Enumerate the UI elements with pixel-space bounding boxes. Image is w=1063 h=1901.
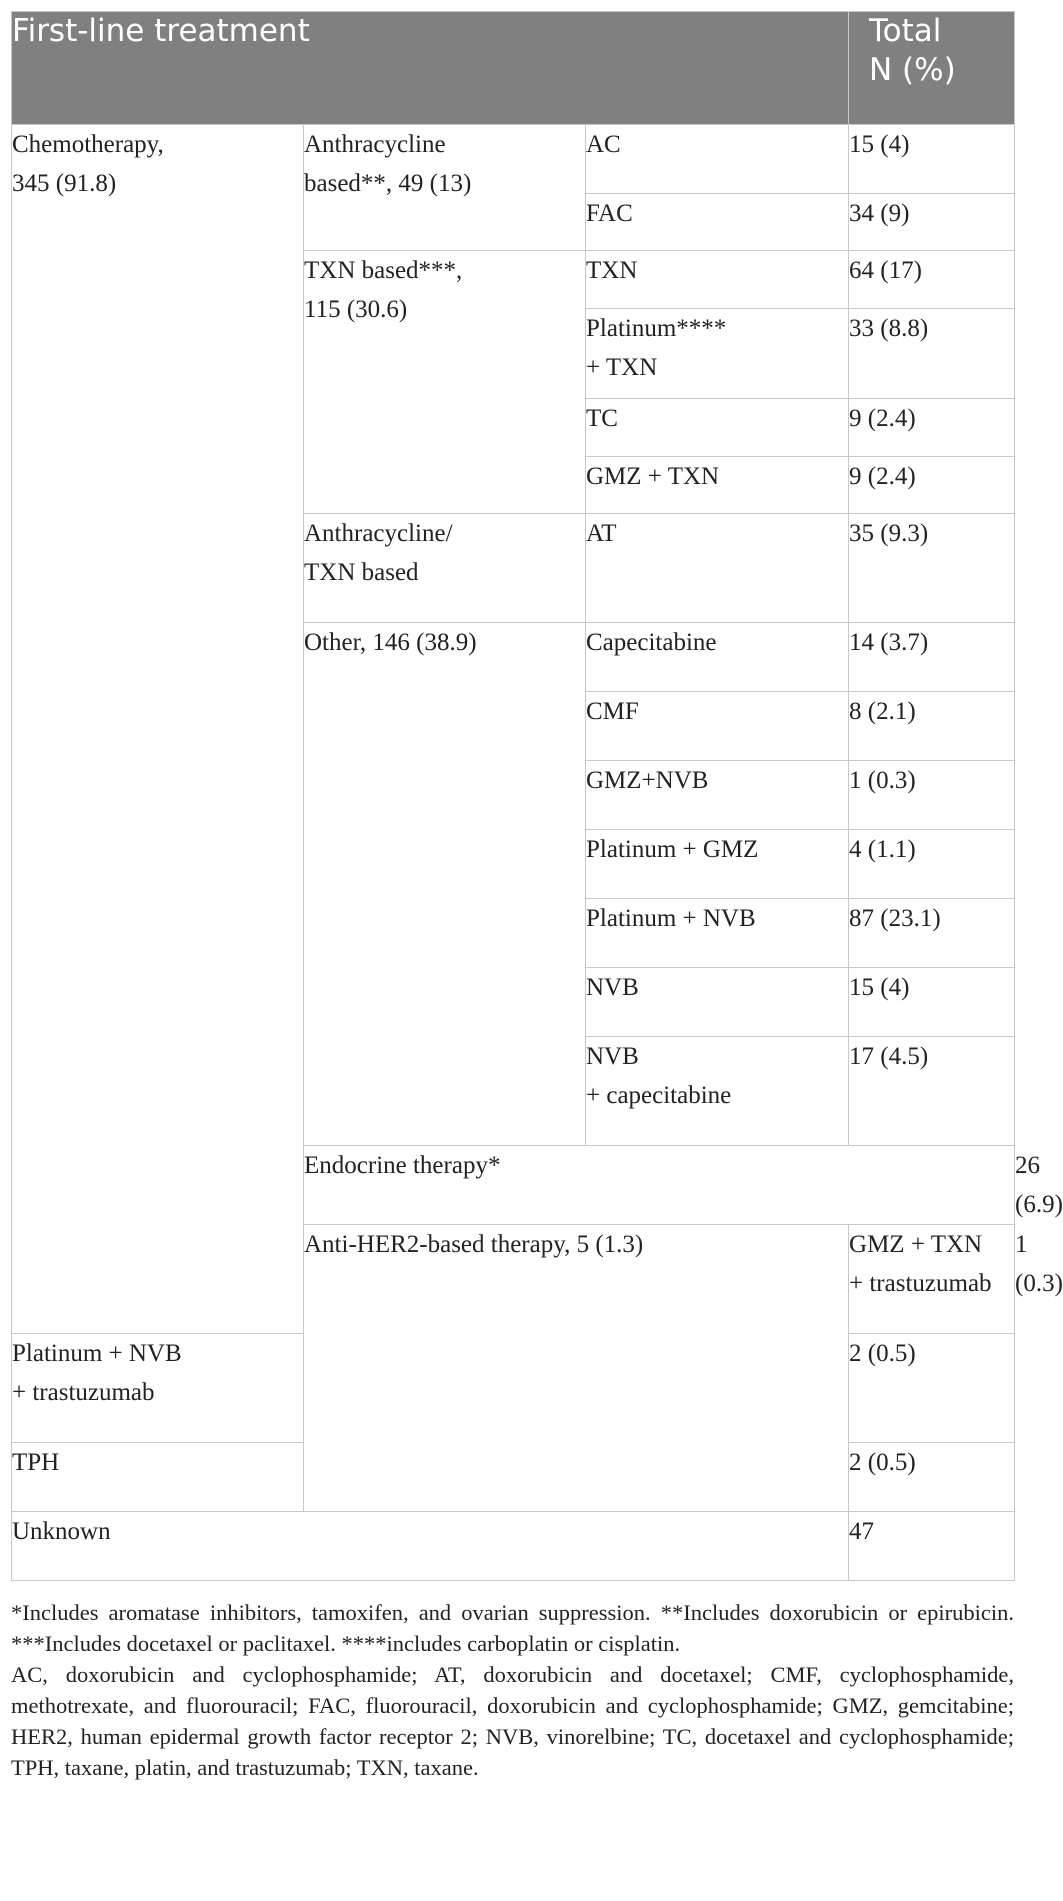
total-cell: 8 (2.1) — [849, 692, 1015, 761]
regimen-line: + trastuzumab — [12, 1379, 155, 1406]
group-label: 115 (30.6) — [304, 296, 408, 323]
regimen-cell: AT — [586, 514, 849, 623]
regimen-cell: AC — [586, 125, 849, 194]
regimen-line: Platinum + NVB — [12, 1340, 182, 1367]
regimen-cell — [849, 1225, 1015, 1334]
regimen-cell: GMZ + TXN — [586, 457, 849, 514]
total-cell: 1 (0.3) — [849, 761, 1015, 830]
total-cell: 9 (2.4) — [849, 457, 1015, 514]
category-endocrine: Endocrine therapy* — [304, 1146, 1015, 1225]
header-total — [849, 12, 1015, 125]
total-cell: 35 (9.3) — [849, 514, 1015, 623]
table-row: Endocrine therapy* 26 (6.9) — [12, 1146, 1015, 1225]
regimen-line: + TXN — [586, 354, 658, 381]
regimen-line: GMZ + TXN — [849, 1231, 983, 1258]
total-cell: 87 (23.1) — [849, 899, 1015, 968]
regimen-cell: TXN — [586, 251, 849, 309]
regimen-line: + trastuzumab — [849, 1270, 992, 1297]
total-cell: 47 — [849, 1512, 1015, 1581]
group-txn — [304, 251, 586, 514]
table-container — [11, 11, 1063, 1783]
header-total-line1: Total — [869, 13, 942, 49]
category-unknown: Unknown — [12, 1512, 849, 1581]
group-anthracycline — [304, 125, 586, 251]
regimen-line: Platinum**** — [586, 315, 727, 342]
total-cell: 9 (2.4) — [849, 399, 1015, 457]
total-cell: 15 (4) — [849, 968, 1015, 1037]
group-other: Other, 146 (38.9) — [304, 623, 586, 1146]
total-cell: 64 (17) — [849, 251, 1015, 309]
footnote-abbreviations: AC, doxorubicin and cyclophosphamide; AT, doxorubicin and docetaxel; CMF, cyclophosphamide, methotrexate, and fluorouracil; FAC, fluorouracil, doxorubicin and cyclophosphamide; GMZ, gemcitabine; HER2, human epidermal growth factor receptor 2; NVB, vinorelbine; TC, docetaxel and cyclophosphamide; TPH, taxane, platin, and trastuzumab; TXN, taxane. — [11, 1662, 1014, 1780]
total-cell: 15 (4) — [849, 125, 1015, 194]
regimen-cell — [586, 309, 849, 399]
header-row — [12, 12, 1015, 125]
total-cell: 34 (9) — [849, 194, 1015, 251]
group-label: Anthracycline — [304, 131, 446, 158]
regimen-cell: Platinum + NVB — [586, 899, 849, 968]
regimen-cell: TPH — [12, 1443, 304, 1512]
category-count: 345 (91.8) — [12, 170, 117, 197]
total-cell: 4 (1.1) — [849, 830, 1015, 899]
footnote-symbols: *Includes aromatase inhibitors, tamoxifen, and ovarian suppression. **Includes doxorubicin or epirubicin. ***Includes docetaxel or paclitaxel. ****includes carboplatin or cisplatin. — [11, 1600, 1014, 1656]
regimen-cell — [12, 1334, 304, 1443]
group-label: TXN based***, — [304, 257, 463, 284]
group-label: Anthracycline/ — [304, 520, 453, 547]
regimen-cell: Platinum + GMZ — [586, 830, 849, 899]
table-row — [12, 125, 1015, 194]
regimen-line: NVB — [586, 1043, 639, 1070]
regimen-cell: Capecitabine — [586, 623, 849, 692]
regimen-line: + capecitabine — [586, 1082, 732, 1109]
header-total-line2: N (%) — [869, 52, 956, 88]
regimen-cell: CMF — [586, 692, 849, 761]
regimen-cell: NVB — [586, 968, 849, 1037]
regimen-cell — [586, 1037, 849, 1146]
treatment-table — [11, 11, 1063, 1581]
total-cell: 2 (0.5) — [849, 1443, 1015, 1512]
group-label: based**, 49 (13) — [304, 170, 472, 197]
group-anthracycline-txn — [304, 514, 586, 623]
header-treatment: First-line treatment — [12, 12, 849, 125]
table-footnotes — [11, 1597, 1014, 1783]
regimen-cell: GMZ+NVB — [586, 761, 849, 830]
group-label: TXN based — [304, 559, 419, 586]
total-cell: 2 (0.5) — [849, 1334, 1015, 1443]
category-anti-her2: Anti-HER2-based therapy, 5 (1.3) — [304, 1225, 849, 1512]
regimen-cell: FAC — [586, 194, 849, 251]
total-cell: 33 (8.8) — [849, 309, 1015, 399]
regimen-cell: TC — [586, 399, 849, 457]
category-chemotherapy — [12, 125, 304, 1334]
category-label: Chemotherapy, — [12, 131, 164, 158]
table-row — [12, 1512, 1015, 1581]
table-row: Anti-HER2-based therapy, 5 (1.3) GMZ + TXN + trastuzumab 1 (0.3) — [12, 1225, 1015, 1334]
total-cell: 17 (4.5) — [849, 1037, 1015, 1146]
total-cell: 14 (3.7) — [849, 623, 1015, 692]
